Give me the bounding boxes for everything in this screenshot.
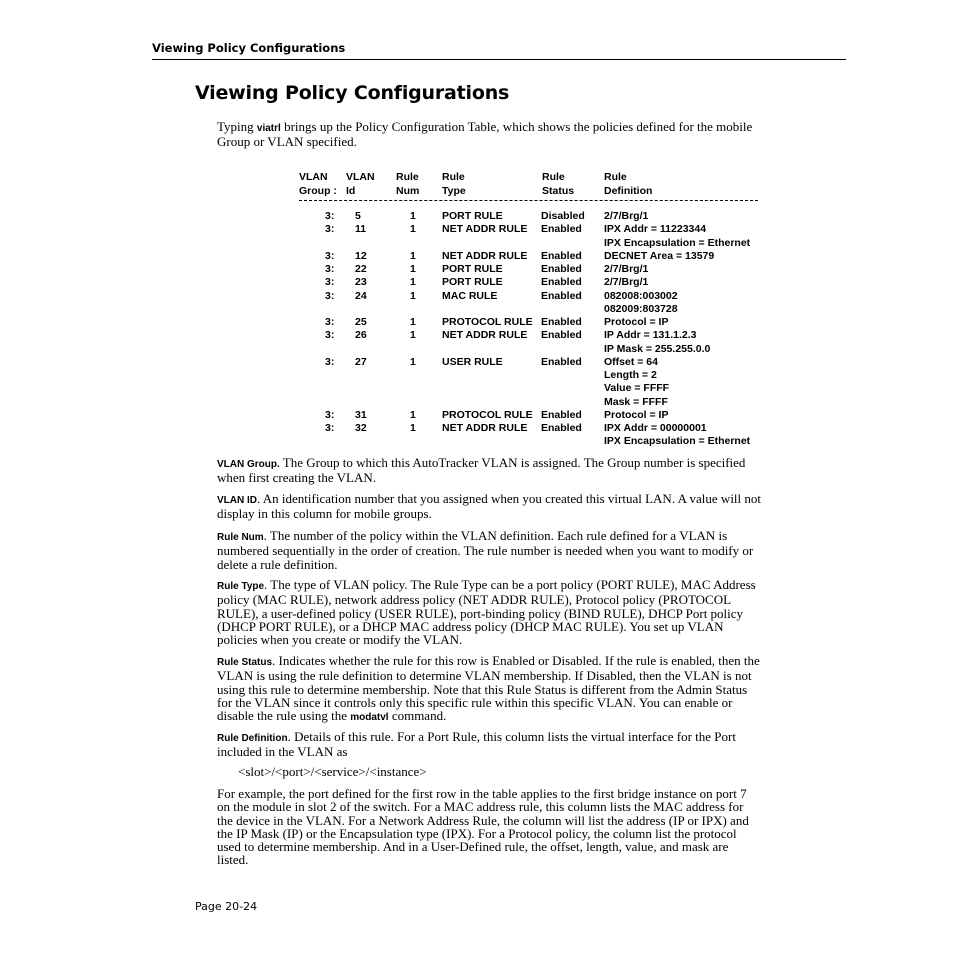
page-number: Page 20-24 xyxy=(195,900,258,913)
cell-num: 1 xyxy=(410,316,416,328)
cell-definition: IP Mask = 255.255.0.0 xyxy=(604,342,711,355)
header-vlan-id: VLAN Id xyxy=(346,171,375,197)
cell-definition: DECNET Area = 13579 xyxy=(604,249,715,262)
cell-num: 1 xyxy=(410,408,416,421)
header-rule-definition: Rule Definition xyxy=(604,171,653,197)
cell-definition: IPX Addr = 00000001 xyxy=(604,422,707,434)
cell-status: Enabled xyxy=(541,355,582,368)
cell-num: 1 xyxy=(410,210,416,222)
cell-definition: IP Addr = 131.1.2.3 xyxy=(604,329,697,342)
command-modatvl: modatvl xyxy=(350,712,389,724)
cell-type: MAC RULE xyxy=(442,289,498,302)
cell-group: 3: xyxy=(325,263,335,275)
cell-id: 5 xyxy=(355,210,361,222)
cell-type: PROTOCOL RULE xyxy=(442,316,533,328)
cell-status: Disabled xyxy=(541,210,585,222)
cell-type: NET ADDR RULE xyxy=(442,249,528,262)
desc-rule-type: Rule Type. The type of VLAN policy. The Rule Type can be a port policy (PORT RULE), MAC Address policy (MAC RULE), network address policy (NET ADDR RULE), Protocol policy (PROTOCOL RULE), a user-defined policy (USER RULE), port-binding policy (BIND RULE), DHCP Port policy (DHCP PORT RULE), or a DHCP MAC address policy (DHCP MAC RULE). You set up VLAN policies when you create or modify the VLAN. xyxy=(217,577,756,648)
cell-group: 3: xyxy=(325,223,335,236)
cell-type: USER RULE xyxy=(442,355,503,368)
term-rule-type: Rule Type xyxy=(217,581,265,592)
example-paragraph: For example, the port defined for the first row in the table applies to the first bridge instance on port 7 on the module in slot 2 of the switch. For a MAC address rule, this column lists the MAC address for the device in the VLAN. For a Network Address Rule, the column will list the address (IP or IPX) and the IP Mask (IP) or the Encapsulation type (IPX). For a Protocol policy, the column list the protocol used to determine membership. And in a User-Defined rule, the offset, length, value, and mask are listed. xyxy=(217,786,749,868)
cell-status: Enabled xyxy=(541,263,582,275)
cell-id: 27 xyxy=(355,355,367,368)
cell-group: 3: xyxy=(325,355,335,368)
cell-definition: 2/7/Brg/1 xyxy=(604,263,649,275)
cell-status: Enabled xyxy=(541,408,582,421)
command-viatrl: viatrl xyxy=(256,123,281,134)
cell-group: 3: xyxy=(325,249,335,262)
cell-definition: 2/7/Brg/1 xyxy=(604,276,649,289)
page-title: Viewing Policy Configurations xyxy=(195,82,510,104)
cell-definition: 2/7/Brg/1 xyxy=(604,210,649,222)
cell-definition: IPX Encapsulation = Ethernet xyxy=(604,435,751,448)
cell-type: PORT RULE xyxy=(442,276,503,289)
cell-definition: 082009:803728 xyxy=(604,302,678,315)
cell-num: 1 xyxy=(410,223,416,236)
cell-num: 1 xyxy=(410,329,416,342)
cell-num: 1 xyxy=(410,249,416,262)
header-separator xyxy=(299,200,758,201)
term-vlan-id: VLAN ID xyxy=(217,495,257,506)
cell-definition: Length = 2 xyxy=(604,369,657,381)
running-header: Viewing Policy Configurations xyxy=(152,41,346,55)
cell-type: NET ADDR RULE xyxy=(442,329,528,342)
cell-num: 1 xyxy=(410,289,416,302)
cell-num: 1 xyxy=(410,422,416,434)
desc-rule-definition: Rule Definition. Details of this rule. For a Port Rule, this column lists the virtual interface for the Port included in the VLAN as xyxy=(217,729,736,760)
term-rule-num: Rule Num xyxy=(217,532,264,543)
cell-group: 3: xyxy=(325,408,335,421)
cell-definition: IPX Addr = 11223344 xyxy=(604,223,707,236)
cell-id: 23 xyxy=(355,276,367,289)
header-vlan-group: VLAN Group : xyxy=(299,171,337,197)
term-vlan-group: VLAN Group. xyxy=(217,459,280,470)
cell-num: 1 xyxy=(410,355,416,368)
desc-vlan-group: VLAN Group. The Group to which this AutoTracker VLAN is assigned. The Group number is specified when first creating the VLAN. xyxy=(217,455,746,486)
cell-status: Enabled xyxy=(541,329,582,342)
cell-id: 12 xyxy=(355,249,367,262)
cell-status: Enabled xyxy=(541,422,582,434)
cell-group: 3: xyxy=(325,422,335,434)
cell-num: 1 xyxy=(410,263,416,275)
cell-num: 1 xyxy=(410,276,416,289)
cell-id: 24 xyxy=(355,289,367,302)
cell-group: 3: xyxy=(325,316,335,328)
cell-definition: Mask = FFFF xyxy=(604,395,668,408)
cell-type: NET ADDR RULE xyxy=(442,422,528,434)
cell-group: 3: xyxy=(325,329,335,342)
intro-paragraph xyxy=(217,120,762,149)
cell-status: Enabled xyxy=(541,223,582,236)
cell-type: PORT RULE xyxy=(442,263,503,275)
desc-vlan-id: VLAN ID. An identification number that you assigned when you created this virtual LAN. A value will not display in this column for mobile groups. xyxy=(217,491,762,522)
intro-pre: Typing xyxy=(217,119,257,134)
header-rule-type: Rule Type xyxy=(442,171,466,197)
cell-status: Enabled xyxy=(541,316,582,328)
cell-id: 31 xyxy=(355,408,367,421)
header-rule xyxy=(152,59,846,60)
cell-group: 3: xyxy=(325,210,335,222)
cell-id: 32 xyxy=(355,422,367,434)
header-rule-status: Rule Status xyxy=(542,171,575,197)
header-rule-num: Rule Num xyxy=(396,171,420,197)
cell-id: 25 xyxy=(355,316,367,328)
syntax-line: <slot>/<port>/<service>/<instance> xyxy=(238,764,427,779)
cell-type: NET ADDR RULE xyxy=(442,223,528,236)
term-rule-status: Rule Status xyxy=(217,657,273,668)
term-rule-definition: Rule Definition xyxy=(217,733,288,744)
cell-status: Enabled xyxy=(541,249,582,262)
cell-definition: 082008:003002 xyxy=(604,289,678,302)
desc-rule-num: Rule Num. The number of the policy within the VLAN definition. Each rule defined for a VLAN is numbered sequentially in the order of creation. The rule number is needed when you want to modify or delete a rule definition. xyxy=(217,528,754,572)
cell-id: 11 xyxy=(355,223,367,236)
cell-type: PROTOCOL RULE xyxy=(442,408,533,421)
cell-definition: Protocol = IP xyxy=(604,408,669,421)
cell-definition: IPX Encapsulation = Ethernet xyxy=(604,236,751,249)
cell-definition: Offset = 64 xyxy=(604,355,658,368)
cell-group: 3: xyxy=(325,276,335,289)
desc-rule-status: Rule Status. Indicates whether the rule for this row is Enabled or Disabled. If the rule is enabled, then the VLAN is using the rule definition to determine VLAN membership. If Disabled, then the VLAN is not using this rule to determine membership. Note that this Rule Status is different from the Admin Status for the VLAN since it controls only this specific rule within this specific VLAN. You can enable or disable the rule using the modatvl command. xyxy=(217,653,760,724)
cell-definition: Value = FFFF xyxy=(604,382,670,395)
cell-type: PORT RULE xyxy=(442,210,503,222)
cell-id: 26 xyxy=(355,329,367,342)
cell-definition: Protocol = IP xyxy=(604,316,669,328)
intro-post: brings up the Policy Configuration Table, which shows the policies defined for the mobile Group or VLAN specified. xyxy=(217,119,753,150)
cell-id: 22 xyxy=(355,263,367,275)
cell-group: 3: xyxy=(325,289,335,302)
cell-status: Enabled xyxy=(541,276,582,289)
cell-status: Enabled xyxy=(541,289,582,302)
